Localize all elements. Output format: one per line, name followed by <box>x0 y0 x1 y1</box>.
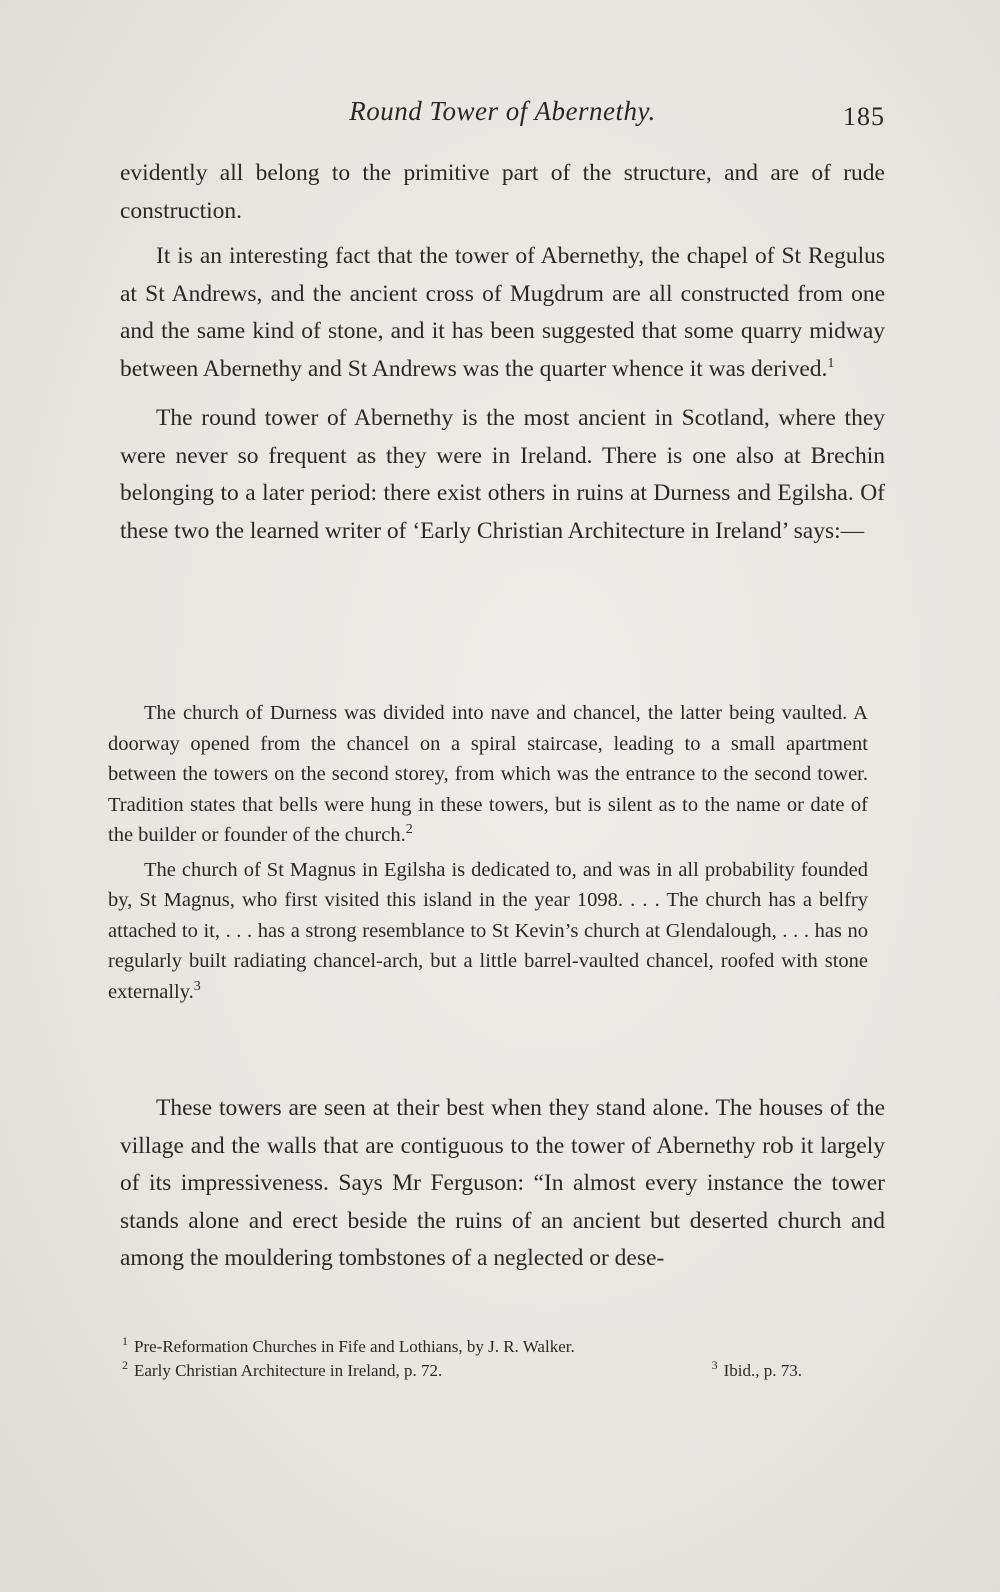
footnote-ref: 2 <box>405 822 413 838</box>
running-title: Round Tower of Abernethy. <box>349 96 656 126</box>
paragraph-text: These towers are seen at their best when they stand alone. The houses of the village and the walls that are contiguous to the tower of Abernethy rob it largely of its impressiveness. Says Mr Ferguson: “In almost every instance the tower stands alone and erect beside the ruins of an ancient but deserted church and among the mouldering tombstones of a neglected or dese- <box>120 1095 885 1271</box>
quote-text: The church of Durness was divided into nave and chancel, the latter being vaulted. A doorway opened from the chancel on a spiral staircase, leading to a small apartment between the towers on the second storey, from which was the entrance to the second tower. Tradition states that bells were hung in these towers, but is silent as to the name or date of the builder or founder of the church. <box>108 702 868 846</box>
footnote-text: Ibid., p. 73. <box>723 1361 802 1380</box>
paragraph-stone-origin <box>120 238 885 388</box>
paragraph-text: It is an interesting fact that the tower of Abernethy, the chapel of St Regulus at St Andrews, and the ancient cross of Mugdrum are all constructed from one and the same kind of stone, and it has been suggested that some quarry midway between Abernethy and St Andrews was the quarter whence it was derived. <box>120 243 885 382</box>
footnote-ref: 3 <box>193 978 201 994</box>
footnote-1 <box>122 1335 802 1359</box>
footnote-2-3 <box>122 1359 802 1383</box>
running-head <box>120 96 885 136</box>
paragraph-continuation <box>120 155 885 230</box>
paragraph-text: evidently all belong to the primitive part of the structure, and are of rude construction. <box>120 160 885 224</box>
footnote-text: Pre-Reformation Churches in Fife and Lothians, by J. R. Walker. <box>134 1337 575 1356</box>
footnote-text: Early Christian Architecture in Ireland, p. 72. <box>134 1361 443 1380</box>
footnote-mark: 1 <box>122 1334 128 1349</box>
page-number: 185 <box>843 102 885 131</box>
footnote-3 <box>712 1359 802 1383</box>
quote-egilsha <box>108 855 868 1008</box>
footnote-ref: 1 <box>827 355 835 371</box>
paragraph-text: The round tower of Abernethy is the most ancient in Scotland, where they were never so frequent as they were in Ireland. There is one also at Brechin belonging to a later period: there exist others in ruins at Durness and Egilsha. Of these two the learned writer of ‘Early Christian Architecture in Ireland’ says:— <box>120 405 885 544</box>
paragraph-towers-alone <box>120 1090 885 1278</box>
footnote-mark: 3 <box>711 1358 718 1373</box>
footnotes <box>122 1335 802 1383</box>
body-text-upper <box>120 155 885 550</box>
quote-durness <box>108 698 868 851</box>
body-text-lower <box>120 1090 885 1278</box>
block-quotation <box>108 698 868 1007</box>
quote-text: The church of St Magnus in Egilsha is dedicated to, and was in all probability founded by, St Magnus, who first visited this island in the year 1098. . . . The church has a belfry attached to it, . . . has a strong resemblance to St Kevin’s church at Glendalough, . . . has no regularly built radiating chancel-arch, but a little barrel-vaulted chancel, roofed with stone externally. <box>108 858 868 1003</box>
footnote-mark: 2 <box>122 1358 128 1373</box>
paragraph-round-towers <box>120 400 885 550</box>
